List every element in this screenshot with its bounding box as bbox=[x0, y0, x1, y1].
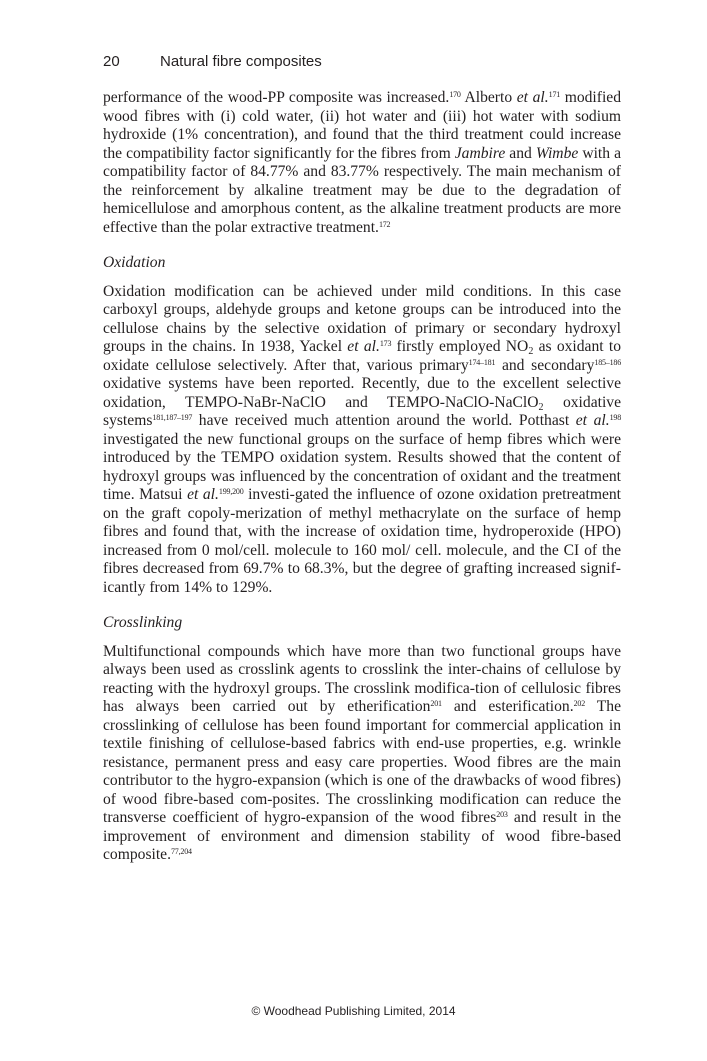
text-run: investi-gated the influence of ozone oxidation pretreatment on the graft copoly-merization of methyl methacrylate on the surface of hemp fibres and found that, with the increase of oxidation time, hydroperoxide (HPO) increased from 0 mol/cell. molecule to 160 mol/ cell. molecule, and the CI of the fibres decreased from 69.7% to 68.3%, but the degree of grafting increased signif-icantly from 14% to 129%. bbox=[103, 486, 622, 596]
text-run: have received much attention around the world. Potthast bbox=[192, 412, 576, 429]
reference-superscript: 202 bbox=[573, 699, 586, 708]
text-run: and secondary bbox=[495, 356, 595, 374]
text-run: investigated the new functional groups on the surface of hemp fibres which were introduced by the TEMPO oxidation system. Results showed that the content of hydroxyl groups was influenced by the concentration of oxidant and the treatment time. Matsui bbox=[103, 430, 621, 503]
text-run: and bbox=[505, 144, 536, 162]
running-header bbox=[103, 52, 322, 72]
reference-superscript: 171 bbox=[548, 90, 561, 99]
et-al-italic: et al. bbox=[575, 412, 610, 429]
text-run: as oxidant to oxidate cellulose selectively. After that, various primary bbox=[103, 338, 621, 374]
et-al-italic: et al. bbox=[347, 338, 380, 355]
chemical-subscript: 2 bbox=[528, 346, 534, 357]
page-body bbox=[103, 89, 621, 865]
text-run: modified wood fibres with (i) cold water, (ii) hot water and (iii) hot water with sodium hydroxide (1% concentration), and found that the third treatment could increase the compatibility factor significantly for the fibres from bbox=[103, 89, 622, 162]
reference-superscript: 185–186 bbox=[594, 357, 621, 367]
copyright-footer: © Woodhead Publishing Limited, 2014 bbox=[251, 1004, 456, 1018]
text-run: Multifunctional compounds which have more than two functional groups have always been used as crosslink agents to crosslink the inter-chains of cellulose by reacting with the hydroxyl groups. The crosslink modifica-tion of cellulosic fibres has always been carried out by etherification bbox=[103, 642, 621, 715]
body-paragraph-crosslinking bbox=[103, 643, 621, 865]
species-name-italic: Wimbe bbox=[535, 144, 579, 162]
et-al-italic: et al. bbox=[516, 89, 549, 106]
reference-superscript: 203 bbox=[496, 810, 508, 819]
et-al-italic: et al. bbox=[187, 486, 219, 503]
chemical-subscript: 2 bbox=[538, 401, 544, 413]
running-title: Natural fibre composites bbox=[160, 53, 322, 70]
text-run: oxidative systems bbox=[103, 393, 621, 429]
text-run: performance of the wood-PP composite was increased. bbox=[103, 89, 450, 106]
text-run: with a compatibility factor of 84.77% and 83.77% respectively. The main mechanism of the reinforcement by alkaline treatment may be due to the degradation of hemicellulose and amorphous content, as the alkaline treatment products are more effective than the polar extractive treatment. bbox=[103, 144, 621, 236]
page-number: 20 bbox=[103, 53, 120, 70]
text-run: and result in the improvement of environment and dimension stability of wood fibre-based composite. bbox=[103, 809, 621, 863]
reference-superscript: 173 bbox=[379, 339, 392, 348]
section-heading-crosslinking: Crosslinking bbox=[103, 614, 183, 631]
section-heading-oxidation: Oxidation bbox=[103, 254, 166, 271]
reference-superscript: 181,187–197 bbox=[152, 413, 193, 422]
body-paragraph-oxidation bbox=[103, 283, 621, 598]
reference-superscript: 199,200 bbox=[218, 487, 244, 496]
text-run: Alberto bbox=[460, 89, 517, 106]
reference-superscript: 172 bbox=[378, 219, 391, 229]
reference-superscript: 174–181 bbox=[468, 357, 496, 367]
text-run: and esterification. bbox=[441, 698, 574, 715]
reference-superscript: 198 bbox=[609, 413, 621, 422]
reference-superscript: 170 bbox=[449, 90, 461, 99]
body-paragraph-alkaline bbox=[103, 89, 621, 237]
text-run: oxidative systems have been reported. Recently, due to the excellent selective oxidation, TEMPO-NaBr-NaClO and TEMPO-NaClO-NaClO bbox=[103, 375, 621, 411]
text-run: firstly employed NO bbox=[391, 338, 529, 355]
reference-superscript: 201 bbox=[430, 699, 442, 708]
text-run: Oxidation modification can be achieved under mild conditions. In this case carboxyl groups, aldehyde groups and ketone groups can be introduced into the cellulose chains by the selective oxidation of primary or secondary hydroxyl groups in the chains. In 1938, Yackel bbox=[103, 282, 621, 355]
text-run: The crosslinking of cellulose has been found important for commercial application in textile finishing of cellulose-based fabrics with end-use properties, e.g. wrinkle resistance, permanent press and easy care properties. Wood fibres are the main contributor to the hygro-expansion (which is one of the drawbacks of wood fibres) of wood fibre-based com-posites. The crosslinking modification can reduce the transverse coefficient of hygro-expansion of the wood fibres bbox=[103, 698, 621, 826]
species-name-italic: Jambire bbox=[454, 144, 506, 162]
reference-superscript: 77,204 bbox=[171, 847, 192, 856]
